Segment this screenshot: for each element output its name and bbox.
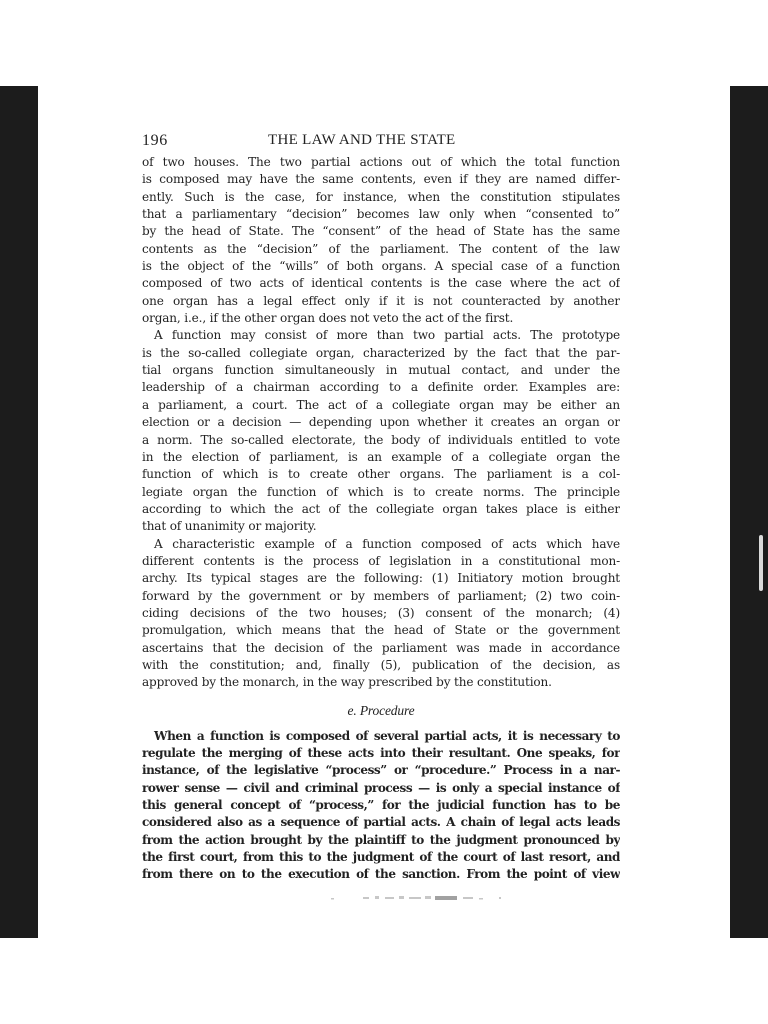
text-line: tial organs function simultaneously in mutual contact, and under the (142, 363, 620, 378)
text-line: ascertains that the decision of the parliament was made in accordance (142, 640, 620, 655)
text-line: rower sense — civil and criminal process — is only a special instance of (142, 780, 620, 795)
text-line: leadership of a chairman according to a definite order. Examples are: (142, 380, 620, 395)
text-line: from there on to the execution of the sanction. From the point of view (142, 867, 620, 882)
text-line: of two houses. The two partial actions out of which the total function (142, 155, 620, 169)
text-line: instance, of the legislative “process” or “procedure.” Process in a nar- (142, 763, 620, 778)
text-line: composed of two acts of identical contents is the case where the act of (142, 276, 620, 291)
text-line: is composed may have the same contents, even if they are named differ- (142, 172, 620, 187)
text-line: regulate the merging of these acts into their resultant. One speaks, for (142, 746, 620, 760)
text-line: this general concept of “process,” for the judicial function has to be (142, 798, 620, 813)
running-title: THE LAW AND THE STATE (268, 132, 456, 148)
scroll-indicator[interactable] (759, 535, 763, 591)
page-text (142, 132, 620, 884)
text-line: ciding decisions of the two houses; (3) consent of the monarch; (4) (142, 605, 620, 620)
text-line: in the election of parliament, is an example of a collegiate organ the (142, 449, 620, 464)
text-line: forward by the government or by members of parliament; (2) two coin- (142, 588, 620, 603)
section-heading: e. Procedure (347, 702, 415, 718)
text-line: a norm. The so-called electorate, the body of individuals entitled to vote (142, 432, 620, 447)
text-line: legiate organ the function of which is to create norms. The principle (142, 484, 620, 499)
scan-bleed-through-marks (323, 893, 523, 903)
text-line: organ, i.e., if the other organ does not veto the act of the first. (142, 311, 514, 326)
text-line: A characteristic example of a function composed of acts which have (154, 536, 620, 551)
text-line: contents as the “decision” of the parliament. The content of the law (142, 241, 620, 256)
text-line: When a function is composed of several partial acts, it is necessary to (154, 728, 620, 743)
text-line: that a parliamentary “decision” becomes law only when “consented to” (142, 207, 620, 222)
paragraph-procedure (142, 728, 620, 884)
page-number: 196 (142, 132, 168, 149)
right-letterbox-bar (730, 86, 768, 938)
text-line: is the so-called collegiate organ, characterized by the fact that the par- (142, 345, 620, 360)
text-line: that of unanimity or majority. (142, 519, 317, 534)
text-line: is the object of the “wills” of both organs. A special case of a function (142, 259, 620, 274)
text-line: with the constitution; and, finally (5), publication of the decision, as (142, 657, 620, 672)
text-line: function of which is to create other organs. The parliament is a col- (142, 467, 620, 482)
text-line: by the head of State. The “consent” of the head of State has the same (142, 224, 620, 239)
paragraph-2 (142, 327, 620, 535)
text-line: archy. Its typical stages are the following: (1) Initiatory motion brought (142, 571, 620, 586)
text-line: A function may consist of more than two partial acts. The prototype (154, 328, 620, 343)
text-line: promulgation, which means that the head of State or the government (142, 623, 620, 638)
paragraph-1 (142, 154, 620, 327)
paragraph-3 (142, 536, 620, 692)
text-line: according to which the act of the collegiate organ takes place is either (142, 501, 620, 516)
text-line: ently. Such is the case, for instance, when the constitution stipulates (142, 189, 620, 204)
text-line: from the action brought by the plaintiff to the judgment pronounced by (142, 832, 620, 847)
text-line: election or a decision — depending upon whether it creates an organ or (142, 415, 620, 430)
book-page (38, 86, 730, 938)
text-line: a parliament, a court. The act of a collegiate organ may be either an (142, 397, 620, 412)
running-head (142, 132, 620, 154)
left-letterbox-bar (0, 86, 38, 938)
text-line: approved by the monarch, in the way prescribed by the constitution. (142, 675, 552, 690)
text-line: one organ has a legal effect only if it is not counteracted by another (142, 293, 620, 308)
text-line: different contents is the process of legislation in a constitutional mon- (142, 553, 620, 568)
text-line: the first court, from this to the judgment of the court of last resort, and (142, 850, 620, 865)
text-line: considered also as a sequence of partial acts. A chain of legal acts leads (142, 815, 620, 830)
